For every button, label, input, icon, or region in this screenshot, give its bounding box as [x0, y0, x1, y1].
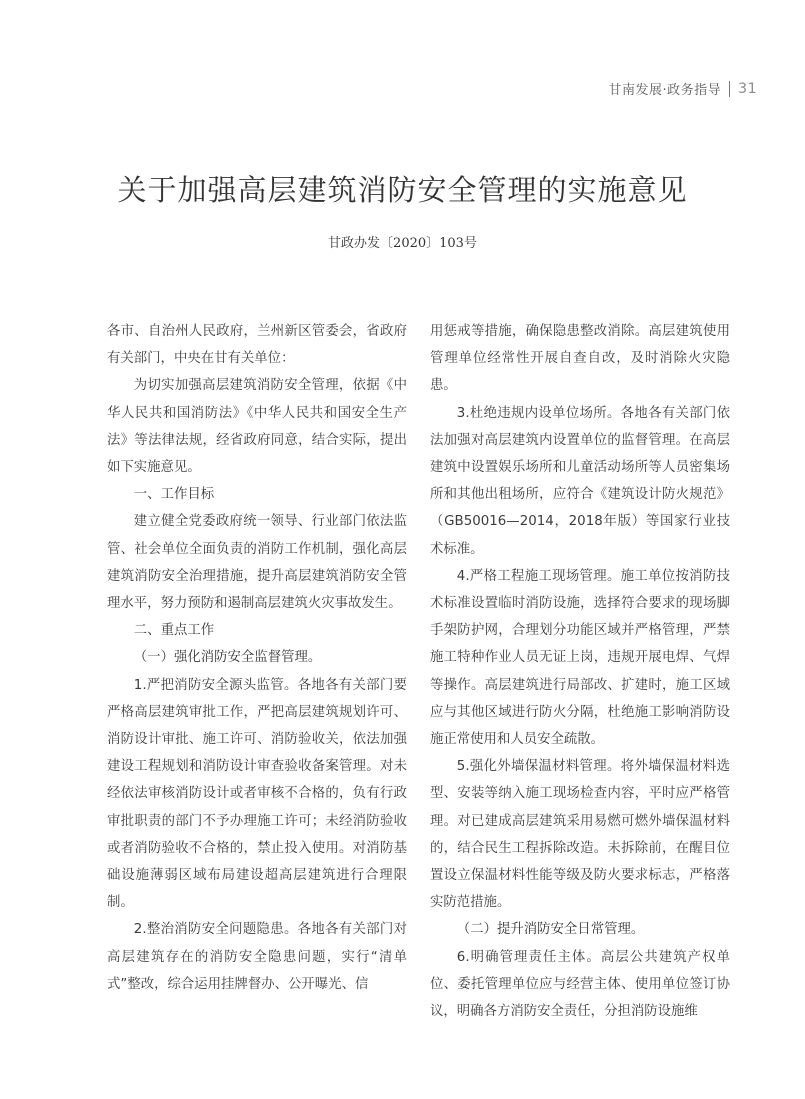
right-column [430, 318, 730, 1025]
section-heading: 一、工作目标 [133, 487, 215, 503]
document-title: 关于加强高层建筑消防安全管理的实施意见 [117, 173, 688, 207]
paragraph: 2.整治消防安全问题隐患。各地各有关部门对高层建筑存在的消防安全隐患问题，实行“清单式”整改，综合运用挂牌督办、公开曝光、信 [107, 922, 407, 992]
subsection-heading: （二）提升消防安全日常管理。 [456, 922, 645, 938]
left-column [107, 318, 407, 998]
page-number: 31 [738, 80, 757, 97]
divider [729, 81, 730, 97]
running-head [609, 79, 757, 98]
paragraph: 为切实加强高层建筑消防安全管理，依据《中华人民共和国消防法》《中华人民共和国安全生产法》等法律法规，经省政府同意，结合实际，提出如下实施意见。 [107, 378, 407, 476]
paragraph-continuation: 用惩戒等措施，确保隐患整改消除。高层建筑使用管理单位经常性开展自查自改，及时消除火灾隐患。 [430, 324, 730, 394]
paragraph: 3.杜绝违规内设单位场所。各地各有关部门依法加强对高层建筑内设置单位的监督管理。在高层建筑中设置娱乐场所和儿童活动场所等人员密集场所和其他出租场所，应符合《建筑设计防火规范》（GB50016—2014，2018年版）等国家行业技术标准。 [430, 405, 730, 557]
document-number: 甘政办发〔2020〕103号 [328, 236, 477, 251]
paragraph: 5.强化外墙保温材料管理。将外墙保温材料选型、安装等纳入施工现场检查内容，平时应严格管理。对已建成高层建筑采用易燃可燃外墙保温材料的，结合民生工程拆除改造。未拆除前，在醒目位置设立保温材料性能等级及防火要求标志，严格落实防范措施。 [430, 759, 730, 911]
section-name: 甘南发展·政务指导 [608, 83, 722, 98]
subsection-heading: （一）强化消防安全监督管理。 [133, 650, 322, 666]
paragraph: 4.严格工程施工现场管理。施工单位按消防技术标准设置临时消防设施，选择符合要求的现场脚手架防护网，合理划分功能区域并严格管理，严禁施工特种作业人员无证上岗，违规开展电焊、气焊等操作。高层建筑进行局部改、扩建时，施工区域应与其他区域进行防火分隔，杜绝施工影响消防设施正常使用和人员安全疏散。 [430, 568, 730, 748]
paragraph: 1.严把消防安全源头监管。各地各有关部门要严格高层建筑审批工作，严把高层建筑规划许可、消防设计审批、施工许可、消防验收关，依法加强建设工程规划和消防设计审查验收备案管理。对未经依法审核消防设计或者审核不合格的，负有行政审批职责的部门不予办理施工许可；未经消防验收或者消防验收不合格的，禁止投入使用。对消防基础设施薄弱区域布局建设超高层建筑进行合理限制。 [107, 677, 407, 911]
salutation: 各市、自治州人民政府，兰州新区管委会，省政府有关部门，中央在甘有关单位： [107, 324, 407, 367]
paragraph: 6.明确管理责任主体。高层公共建筑产权单位、委托管理单位应与经营主体、使用单位签订协议，明确各方消防安全责任，分担消防设施维 [430, 949, 730, 1020]
paragraph: 建立健全党委政府统一领导、行业部门依法监管、社会单位全面负责的消防工作机制，强化高层建筑消防安全治理措施，提升高层建筑消防安全管理水平，努力预防和遏制高层建筑火灾事故发生。 [107, 514, 407, 612]
section-heading: 二、重点工作 [133, 623, 215, 639]
